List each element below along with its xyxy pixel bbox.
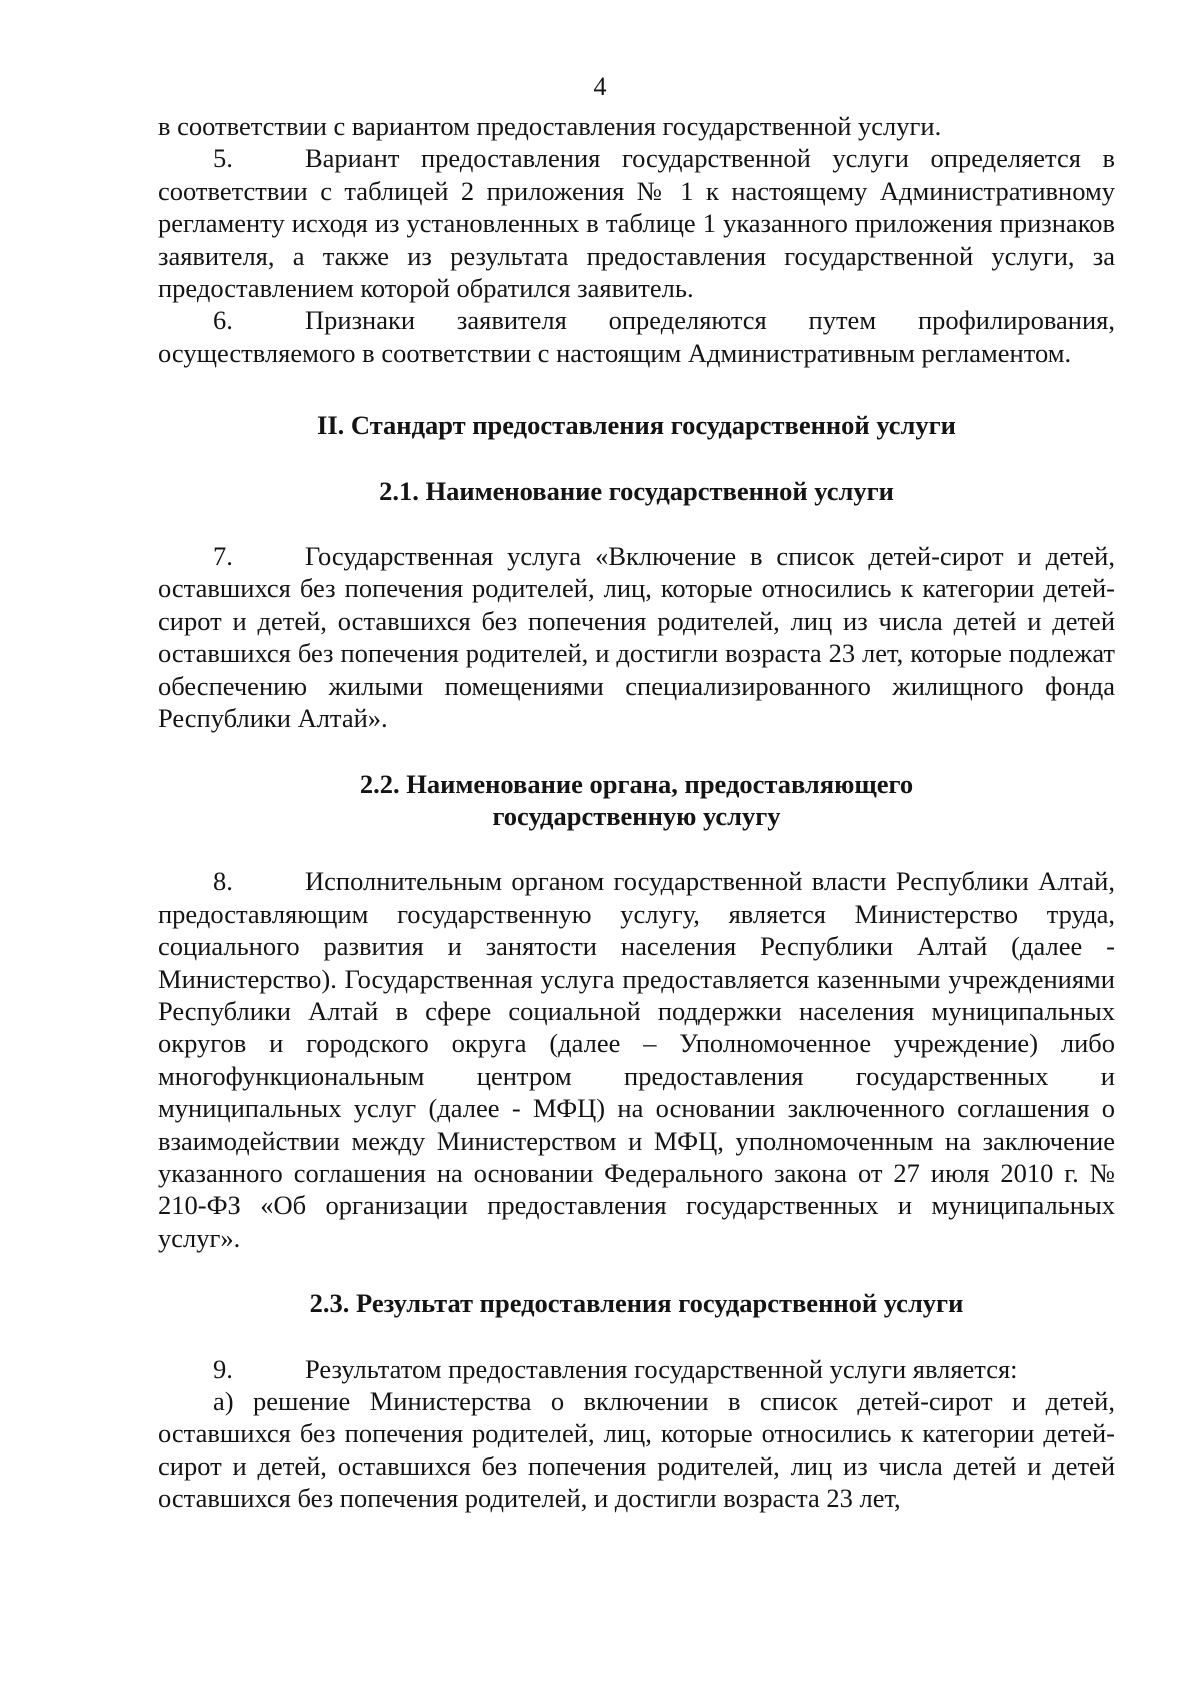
document-body [158, 110, 1115, 1515]
paragraph-8-number: 8. [213, 866, 233, 897]
paragraph-9-text: Результатом предоставления государственной услуги является: [305, 1353, 1018, 1384]
paragraph-9 [158, 1353, 1115, 1385]
paragraph-7 [158, 540, 1115, 734]
section-2-heading: II. Стандарт предоставления государственной услуги [317, 410, 956, 441]
paragraph-5 [158, 142, 1115, 304]
paragraph-5-number: 5. [213, 143, 233, 174]
paragraph-9a: а) решение Министерства о включении в список детей-сирот и детей, оставшихся без попечения родителей, лиц, которые относились к категории детей-сирот и детей, оставшихся без попечения родителей, лиц из числа детей и детей оставшихся без попечения родителей, и достигли возраста 23 лет, [158, 1386, 1115, 1514]
paragraph-9-number: 9. [213, 1353, 233, 1384]
paragraph-7-number: 7. [213, 541, 233, 572]
heading-2-2-line-1: 2.2. Наименование органа, предоставляющего [359, 768, 914, 799]
heading-2-2 [158, 768, 1115, 833]
paragraph-8-text: Исполнительным органом государственной власти Республики Алтай, предоставляющим государственную услугу, является Министерство труда, социального развития и занятости населения Республики Алтай (далее - Министерство). Государственная услуга предоставляется казенными учреждениями Республики Алтай в сфере социальной поддержки населения муниципальных округов и городского округа (далее – Уполномоченное учреждение) либо многофункциональным центром предоставления государственных и муниципальных услуг (далее - МФЦ) на основании заключенного соглашения о взаимодействии между Министерством и МФЦ, уполномоченным на заключение указанного соглашения на основании Федерального закона от 27 июля 2010 г. № 210-ФЗ «Об организации предоставления государственных и муниципальных услуг». [158, 866, 1115, 1253]
paragraph-7-text: Государственная услуга «Включение в список детей-сирот и детей, оставшихся без попечения родителей, лиц, которые относились к категории детей-сирот и детей, оставшихся без попечения родителей, лиц из числа детей и детей оставшихся без попечения родителей, и достигли возраста 23 лет, которые подлежат обеспечению жилыми помещениями специализированного жилищного фонда Республики Алтай». [158, 541, 1115, 734]
paragraph-6 [158, 304, 1115, 369]
heading-2-3: 2.3. Результат предоставления государственной услуги [309, 1288, 964, 1319]
page-number: 4 [593, 72, 607, 101]
paragraph-5-text: Вариант предоставления государственной услуги определяется в соответствии с таблицей 2 приложения № 1 к настоящему Административному регламенту исходя из установленных в таблице 1 указанного приложения признаков заявителя, а также из результата предоставления государственной услуги, за предоставлением которой обратился заявитель. [158, 143, 1115, 304]
paragraph-continuation: в соответствии с вариантом предоставления государственной услуги. [158, 111, 942, 141]
paragraph-6-text: Признаки заявителя определяются путем профилирования, осуществляемого в соответствии с настоящим Административным регламентом. [158, 305, 1115, 368]
paragraph-6-number: 6. [213, 305, 233, 336]
paragraph-8 [158, 865, 1115, 1254]
heading-2-1: 2.1. Наименование государственной услуги [379, 475, 894, 506]
heading-2-2-line-2: государственную услугу [492, 800, 781, 831]
